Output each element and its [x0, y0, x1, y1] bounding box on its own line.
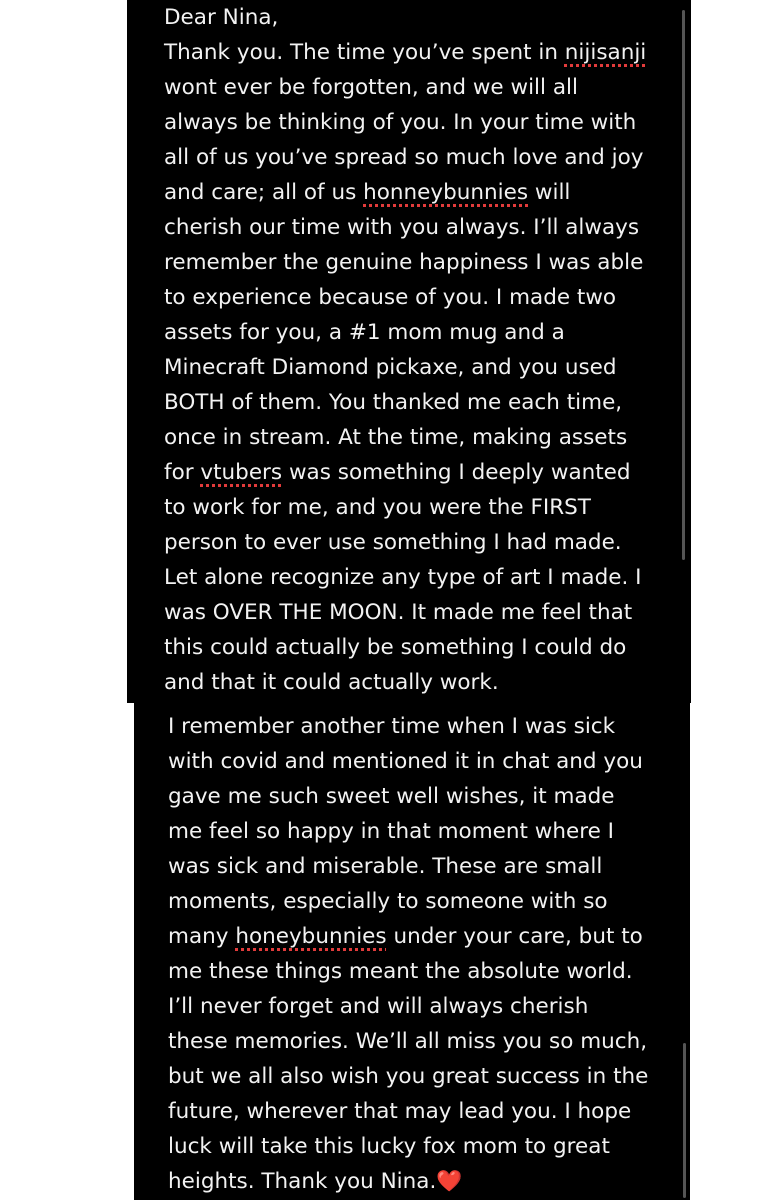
- letter-part1-line-16: [164, 525, 646, 560]
- text-segment: gave me such sweet well wishes, it made: [168, 784, 615, 809]
- text-segment: with covid and mentioned it in chat and you: [168, 749, 643, 774]
- letter-part2-line-1: [168, 709, 648, 744]
- letter-part1-line-9: [164, 280, 646, 315]
- note-panel-top: [127, 0, 691, 703]
- text-segment: person to ever use something I had made.: [164, 530, 622, 555]
- letter-part2-line-7: [168, 919, 648, 954]
- misspelled-word: honneybunnies: [363, 180, 529, 205]
- text-segment: wont ever be forgotten, and we will all: [164, 75, 578, 100]
- text-segment: this could actually be something I could do: [164, 635, 627, 660]
- text-segment: once in stream. At the time, making assets: [164, 425, 628, 450]
- text-segment: I remember another time when I was sick: [168, 714, 616, 739]
- text-segment: to work for me, and you were the FIRST: [164, 495, 591, 520]
- text-segment: heights. Thank you Nina.: [168, 1169, 437, 1194]
- letter-part1-line-17: [164, 560, 646, 595]
- letter-part1-line-13: [164, 420, 646, 455]
- text-segment: me feel so happy in that moment where I: [168, 819, 614, 844]
- letter-part1-line-20: [164, 665, 646, 700]
- text-segment: always be thinking of you. In your time with: [164, 110, 637, 135]
- letter-part1-line-6: [164, 175, 646, 210]
- text-segment: and care; all of us: [164, 180, 364, 205]
- text-segment: but we all also wish you great success in the: [168, 1064, 649, 1089]
- letter-part1-line-18: [164, 595, 646, 630]
- text-segment: to experience because of you. I made two: [164, 285, 617, 310]
- text-segment: all of us you’ve spread so much love and joy: [164, 145, 644, 170]
- heart-icon: ❤️: [436, 1169, 463, 1193]
- text-segment: Thank you. The time you’ve spent in: [164, 40, 565, 65]
- text-segment: will: [528, 180, 571, 205]
- text-segment: these memories. We’ll all miss you so much,: [168, 1029, 648, 1054]
- text-segment: BOTH of them. You thanked me each time,: [164, 390, 623, 415]
- scrollbar-thumb-bottom[interactable]: [683, 1043, 686, 1198]
- letter-part2-line-10: [168, 1024, 648, 1059]
- text-segment: moments, especially to someone with so: [168, 889, 608, 914]
- text-segment: assets for you, a #1 mom mug and a: [164, 320, 565, 345]
- letter-part2-line-9: [168, 989, 648, 1024]
- text-segment: Minecraft Diamond pickaxe, and you used: [164, 355, 617, 380]
- text-segment: luck will take this lucky fox mom to great: [168, 1134, 610, 1159]
- text-segment: future, wherever that may lead you. I hope: [168, 1099, 632, 1124]
- letter-text-part1[interactable]: [164, 0, 646, 700]
- letter-text-part2[interactable]: [168, 709, 648, 1199]
- letter-part2-line-8: [168, 954, 648, 989]
- text-segment: cherish our time with you always. I’ll always: [164, 215, 640, 240]
- letter-part1-line-11: [164, 350, 646, 385]
- letter-part2-line-14: [168, 1164, 648, 1199]
- letter-part1-line-7: [164, 210, 646, 245]
- letter-part1-line-12: [164, 385, 646, 420]
- letter-part1-line-1: [164, 0, 646, 35]
- letter-part2-line-4: [168, 814, 648, 849]
- text-segment: and that it could actually work.: [164, 670, 499, 695]
- misspelled-word: vtubers: [200, 460, 283, 485]
- text-segment: was OVER THE MOON. It made me feel that: [164, 600, 633, 625]
- misspelled-word: nijisanji: [564, 40, 647, 65]
- letter-part2-line-6: [168, 884, 648, 919]
- letter-part1-line-2: [164, 35, 646, 70]
- letter-part1-line-5: [164, 140, 646, 175]
- text-segment: was something I deeply wanted: [282, 460, 631, 485]
- text-segment: many: [168, 924, 236, 949]
- letter-part2-line-13: [168, 1129, 648, 1164]
- text-segment: was sick and miserable. These are small: [168, 854, 603, 879]
- letter-part2-line-5: [168, 849, 648, 884]
- text-segment: Let alone recognize any type of art I made. I: [164, 565, 642, 590]
- letter-part1-line-8: [164, 245, 646, 280]
- text-segment: under your care, but to: [386, 924, 643, 949]
- letter-part1-line-10: [164, 315, 646, 350]
- letter-part2-line-2: [168, 744, 648, 779]
- letter-part1-line-15: [164, 490, 646, 525]
- letter-part1-line-4: [164, 105, 646, 140]
- letter-part2-line-11: [168, 1059, 648, 1094]
- letter-part1-line-3: [164, 70, 646, 105]
- note-panel-bottom: [134, 703, 690, 1200]
- misspelled-word: honeybunnies: [235, 924, 387, 949]
- letter-part1-line-19: [164, 630, 646, 665]
- text-segment: remember the genuine happiness I was able: [164, 250, 644, 275]
- letter-part1-line-14: [164, 455, 646, 490]
- letter-part2-line-3: [168, 779, 648, 814]
- letter-part2-line-12: [168, 1094, 648, 1129]
- text-segment: me these things meant the absolute world.: [168, 959, 633, 984]
- text-segment: for: [164, 460, 201, 485]
- text-segment: I’ll never forget and will always cherish: [168, 994, 589, 1019]
- scrollbar-thumb-top[interactable]: [682, 10, 685, 560]
- text-segment: Dear Nina,: [164, 5, 279, 30]
